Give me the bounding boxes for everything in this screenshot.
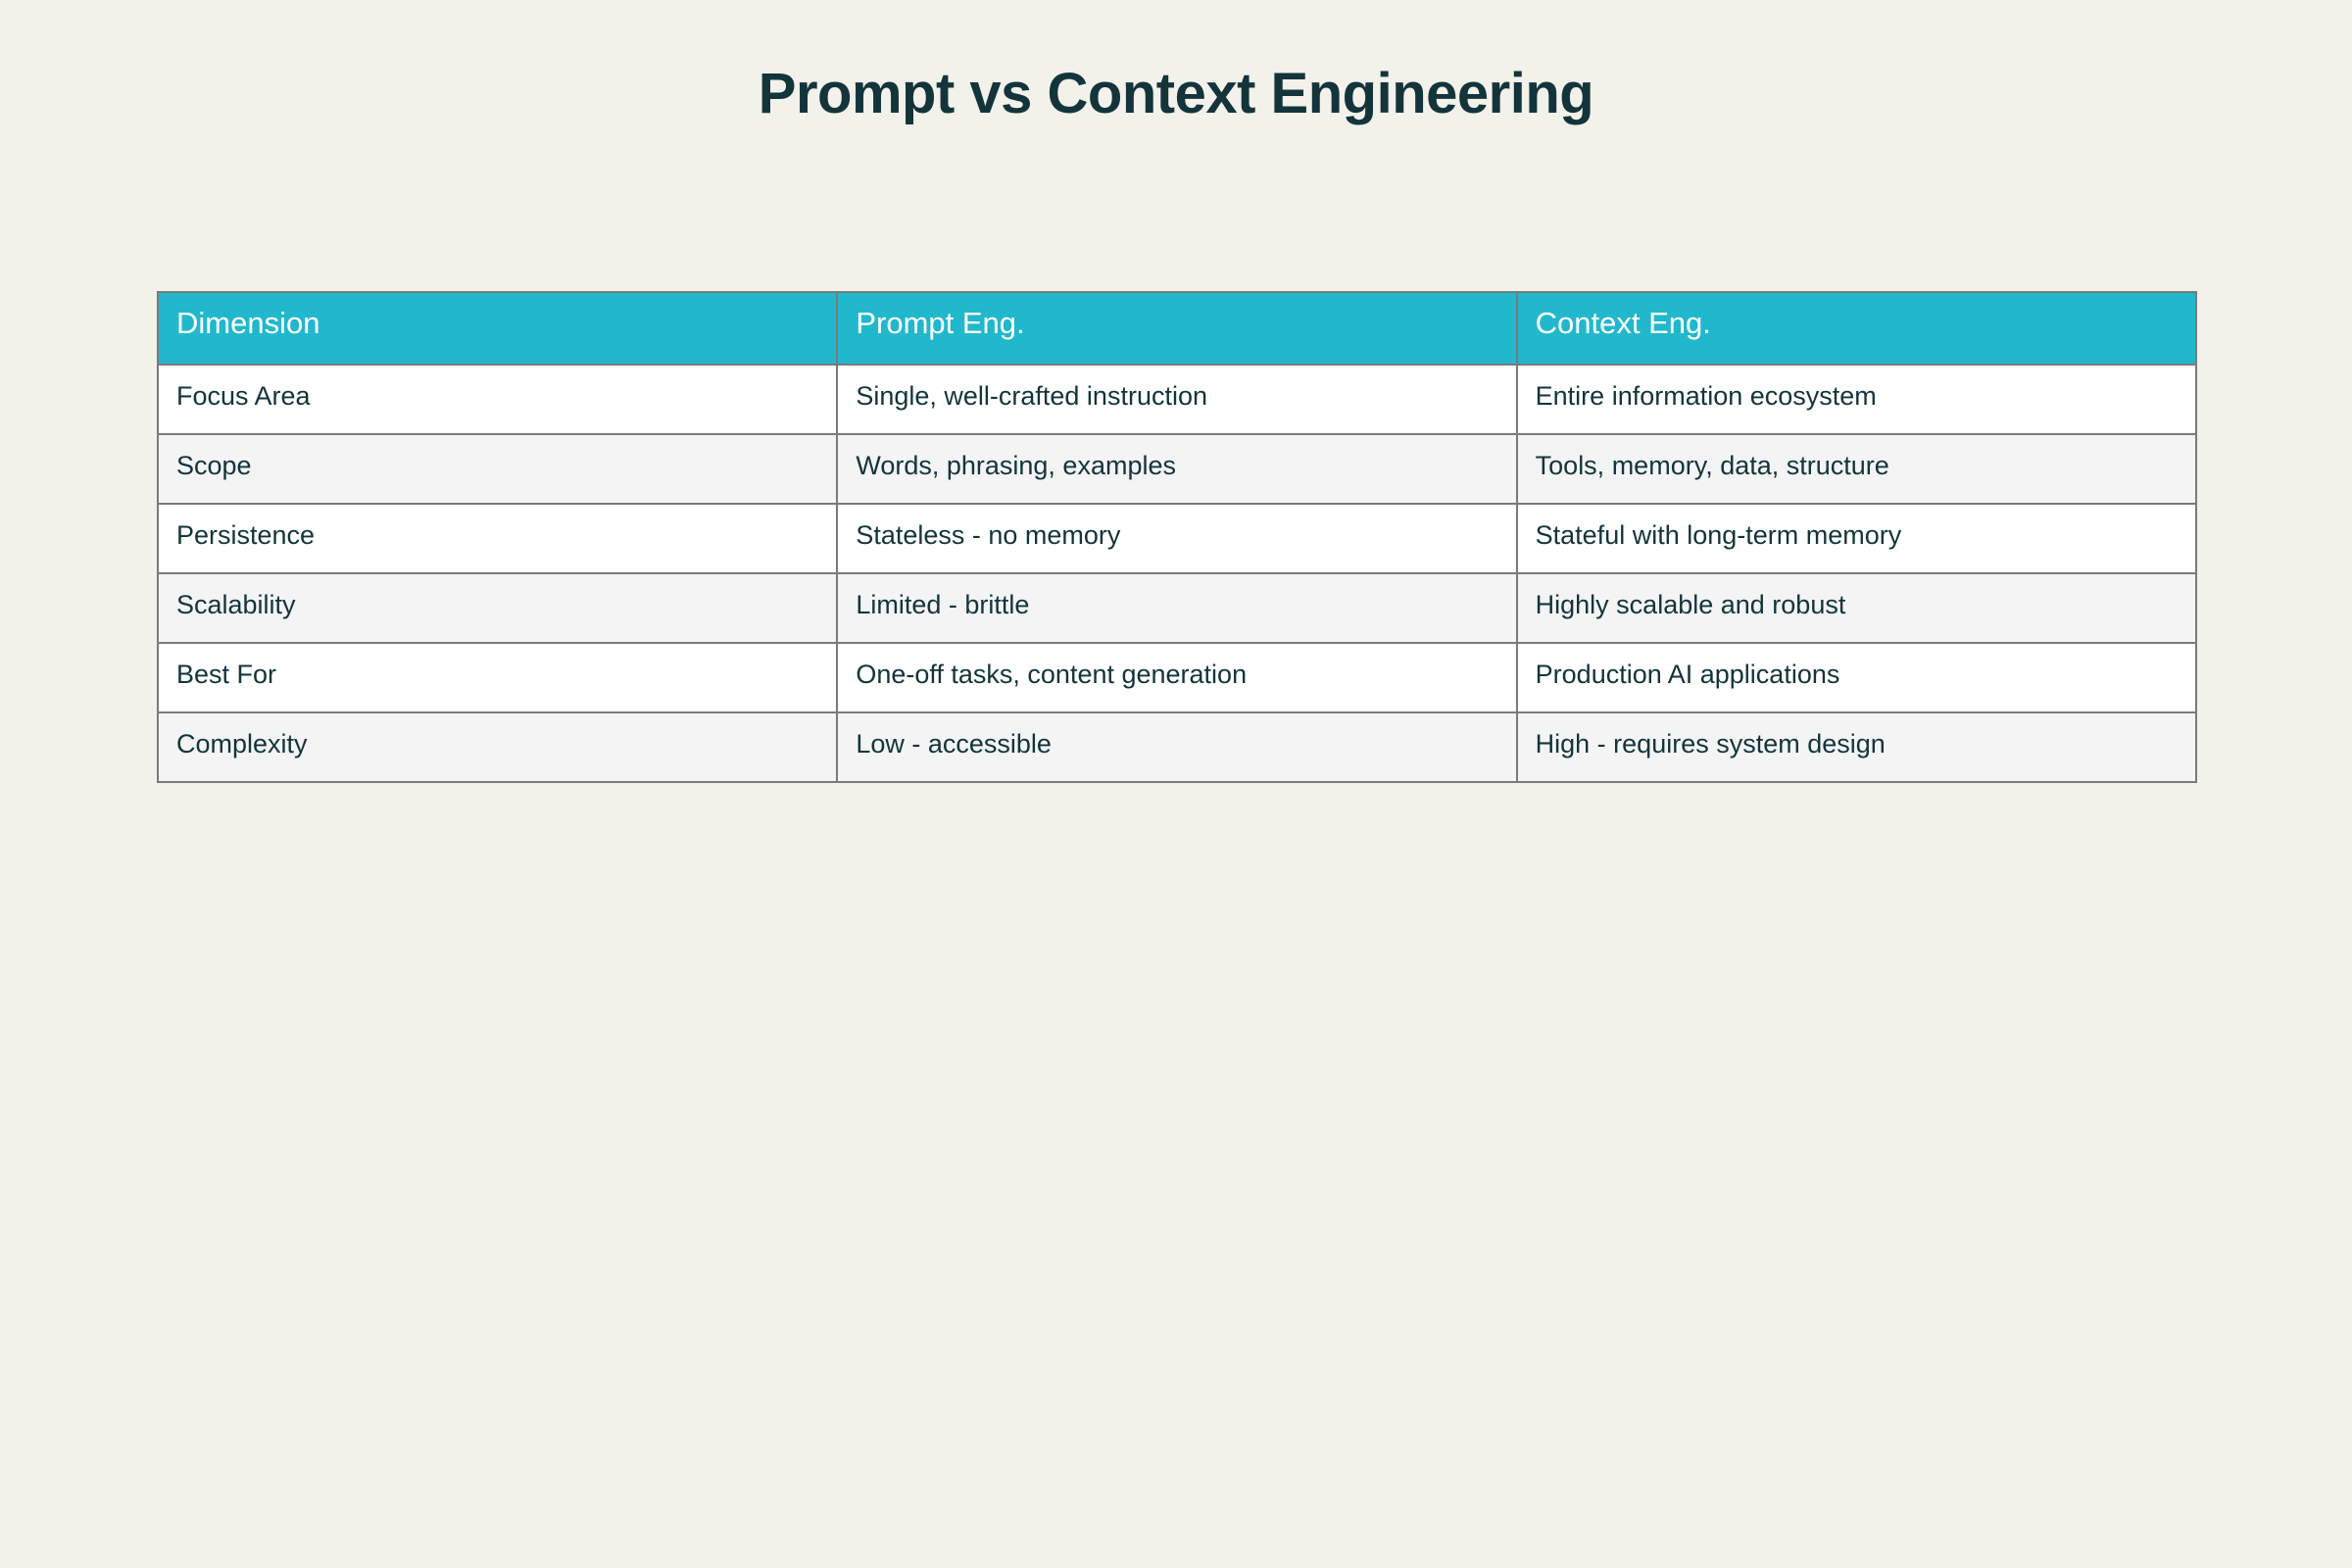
prompt-eng-cell: Words, phrasing, examples [837,434,1516,504]
prompt-eng-cell: One-off tasks, content generation [837,643,1516,712]
prompt-eng-cell: Low - accessible [837,712,1516,782]
page-title: Prompt vs Context Engineering [758,62,1594,125]
table-row [158,573,2196,643]
context-eng-cell: Stateful with long-term memory [1517,504,2196,573]
header-row [158,292,2196,365]
comparison-table [157,291,2197,783]
context-eng-cell: Tools, memory, data, structure [1517,434,2196,504]
dimension-cell: Focus Area [158,365,837,434]
header-cell-context-eng: Context Eng. [1517,292,2196,365]
comparison-table-container [157,291,2197,783]
table-row [158,365,2196,434]
dimension-cell: Best For [158,643,837,712]
header-cell-prompt-eng: Prompt Eng. [837,292,1516,365]
context-eng-cell: High - requires system design [1517,712,2196,782]
prompt-eng-cell: Stateless - no memory [837,504,1516,573]
dimension-cell: Scalability [158,573,837,643]
dimension-cell: Persistence [158,504,837,573]
prompt-eng-cell: Single, well-crafted instruction [837,365,1516,434]
context-eng-cell: Highly scalable and robust [1517,573,2196,643]
table-row [158,712,2196,782]
table-row [158,434,2196,504]
context-eng-cell: Entire information ecosystem [1517,365,2196,434]
dimension-cell: Scope [158,434,837,504]
dimension-cell: Complexity [158,712,837,782]
table-header [158,292,2196,365]
table-body [158,365,2196,782]
header-cell-dimension: Dimension [158,292,837,365]
table-row [158,504,2196,573]
prompt-eng-cell: Limited - brittle [837,573,1516,643]
table-row [158,643,2196,712]
context-eng-cell: Production AI applications [1517,643,2196,712]
